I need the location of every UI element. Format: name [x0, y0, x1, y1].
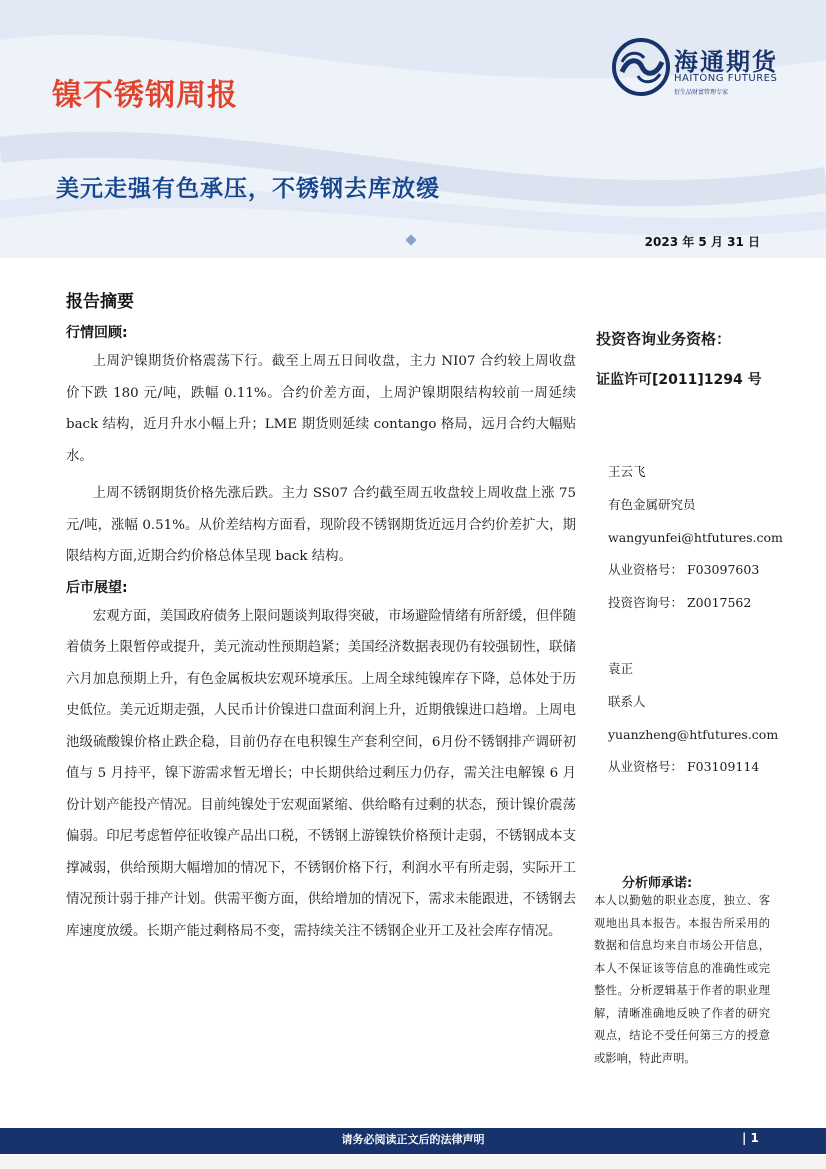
brand-name-cn: 海通期货 — [674, 48, 778, 76]
summary-body — [66, 322, 576, 947]
analyst-card-2 — [608, 653, 808, 784]
footer-bottom-strip — [0, 1156, 826, 1169]
commitment-text: 本人以勤勉的职业态度，独立、客观地出具本报告。本报告所采用的数据和信息均来自市场公开信息，本人不保证该等信息的准确性或完整性。分析逻辑基于作者的职业理解，清晰准确地反映了作者的研究观点，结论不受任何第三方的授意或影响，特此声明。 — [594, 894, 770, 1065]
review-paragraph-1: 上周沪镍期货价格震荡下行。截至上周五日间收盘，主力 NI07 合约较上周收盘价下跌 180 元/吨，跌幅 0.11%。合约价差方面，上周沪镍期限结构较前一周延续 back 结构，近月升水小幅上升；LME 期货则延续 contango 格局，远月合约大幅贴水。 — [66, 354, 576, 464]
analyst-title: 有色金属研究员 — [608, 496, 696, 512]
analyst-email: yuanzheng@htfutures.com — [608, 726, 779, 742]
report-type-title: 镍不锈钢周报 — [52, 78, 238, 113]
analyst-title: 联系人 — [608, 693, 646, 709]
legal-notice-link[interactable]: 请务必阅读正文后的法律声明 — [341, 1133, 485, 1146]
haitong-logo-mark-icon — [612, 38, 670, 96]
outlook-heading: 后市展望: — [66, 579, 128, 596]
analyst-license: 从业资格号： F03109114 — [608, 759, 760, 775]
review-heading: 行情回顾: — [66, 325, 128, 341]
outlook-paragraph: 宏观方面，美国政府债务上限问题谈判取得突破，市场避险情绪有所舒缓，但伴随着债务上限暂停或提升，美元流动性预期趋紧；美国经济数据表现仍有较强韧性，联储六月加息预期上升，有色金属板块宏观环境承压。上周全球纯镍库存下降，总体处于历史低位。美元近期走强，人民币计价镍进口盘面利润上升，近期俄镍进口趋增。上周电池级硫酸镍价格止跌企稳，目前仍存在电积镍生产套利空间，6月份不锈钢排产调研初值与 5 月持平，镍下游需求暂无增长；中长期供给过剩压力仍存，需关注电解镍 6 月份计划产能投产情况。目前纯镍处于宏观面紧缩、供给略有过剩的状态，预计镍价震荡偏弱。印尼考虑暂停征收镍产品出口税，不锈钢上游镍铁价格预计走弱，不锈钢成本支撑减弱，供给预期大幅增加的情况下，不锈钢价格下行，利润水平有所走弱，实际开工情况预计弱于排产计划。供需平衡方面，供给增加的情况下，需求未能跟进，不锈钢去库速度放缓。长期产能过剩格局不变，需持续关注不锈钢企业开工及社会库存情况。 — [66, 608, 576, 939]
haitong-logo — [612, 38, 792, 102]
qualification-label: 投资咨询业务资格： — [596, 330, 732, 348]
summary-title: 报告摘要 — [66, 292, 134, 312]
brand-name-en: HAITONG FUTURES — [674, 73, 778, 84]
analyst-name: 袁正 — [608, 661, 634, 676]
analyst-license: 从业资格号： F03097603 — [608, 562, 760, 578]
report-date: 2023 年 5 月 31 日 — [644, 235, 760, 249]
page-number: | 1 — [742, 1131, 759, 1145]
review-paragraph-2: 上周不锈钢期货价格先涨后跌。主力 SS07 合约截至周五收盘较上周收盘上涨 75 元/吨，涨幅 0.51%。从价差结构方面看，现阶段不锈钢期货近远月合约价差扩大，期限结构方面,近期合约价格总体呈现 back 结构。 — [66, 486, 576, 564]
analyst-advisory: 投资咨询号： Z0017562 — [608, 595, 752, 611]
brand-slogan: 衍生品财富管理专家 — [674, 89, 729, 96]
analyst-card-1 — [608, 456, 808, 620]
analyst-email: wangyunfei@htfutures.com — [608, 529, 783, 545]
qualification-number: 证监许可[2011]1294 号 — [596, 372, 762, 388]
analyst-name: 王云飞 — [608, 464, 646, 479]
commitment-title: 分析师承诺: — [622, 876, 693, 891]
report-headline: 美元走强有色承压，不锈钢去库放缓 — [56, 176, 440, 202]
